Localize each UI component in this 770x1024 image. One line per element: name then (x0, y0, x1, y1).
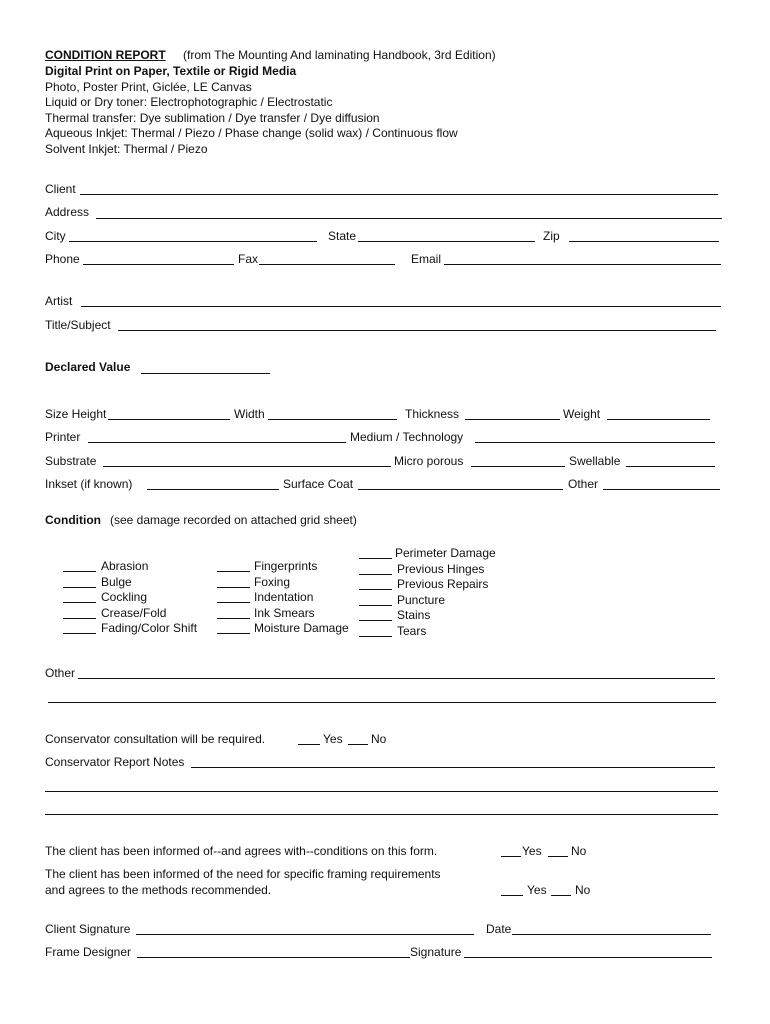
client-label: Client (45, 182, 76, 196)
substrate-field[interactable] (103, 466, 391, 467)
previous-hinges-check[interactable] (359, 574, 392, 575)
framing-statement-line-2: and agrees to the methods recommended. (45, 883, 272, 897)
framing-statement-line-1: The client has been informed of the need for specific framing requirements (45, 867, 441, 881)
fax-label: Fax (238, 252, 259, 266)
fax-field[interactable] (259, 264, 395, 265)
micro-porous-field[interactable] (471, 466, 565, 467)
width-label: Width (234, 407, 265, 421)
date-field[interactable] (512, 934, 711, 935)
condition-previous-repairs: Previous Repairs (397, 577, 489, 591)
framing-no-check[interactable] (551, 895, 571, 896)
informed-no-label: No (571, 844, 587, 858)
declared-value-label: Declared Value (45, 360, 131, 374)
report-subtitle: Digital Print on Paper, Textile or Rigid Media (45, 64, 297, 78)
condition-ink-smears: Ink Smears (254, 606, 315, 620)
date-label: Date (486, 922, 512, 936)
state-field[interactable] (358, 241, 535, 242)
report-notes-line-2[interactable] (45, 791, 718, 792)
perimeter-damage-check[interactable] (359, 558, 392, 559)
moisture-damage-check[interactable] (217, 633, 250, 634)
inkset-field[interactable] (147, 489, 279, 490)
state-label: State (328, 229, 357, 243)
thickness-field[interactable] (465, 419, 560, 420)
consultation-yes-label: Yes (323, 732, 343, 746)
consultation-no-check[interactable] (348, 744, 368, 745)
condition-fingerprints: Fingerprints (254, 559, 318, 573)
abrasion-check[interactable] (63, 571, 96, 572)
report-source: (from The Mounting And laminating Handbook, 3rd Edition) (183, 48, 496, 62)
size-height-label: Size Height (45, 407, 107, 421)
title-subject-field[interactable] (118, 330, 716, 331)
weight-label: Weight (563, 407, 601, 421)
signature-label: Signature (410, 945, 462, 959)
media-line-photo: Photo, Poster Print, Giclée, LE Canvas (45, 80, 252, 94)
indentation-check[interactable] (217, 602, 250, 603)
condition-indentation: Indentation (254, 590, 314, 604)
condition-crease-fold: Crease/Fold (101, 606, 167, 620)
specs-other-field[interactable] (603, 489, 720, 490)
ink-smears-check[interactable] (217, 618, 250, 619)
swellable-label: Swellable (569, 454, 621, 468)
title-subject-label: Title/Subject (45, 318, 111, 332)
client-signature-label: Client Signature (45, 922, 131, 936)
printer-field[interactable] (88, 442, 346, 443)
phone-label: Phone (45, 252, 80, 266)
crease-fold-check[interactable] (63, 618, 96, 619)
surface-coat-field[interactable] (358, 489, 563, 490)
condition-other-label: Other (45, 666, 76, 680)
foxing-check[interactable] (217, 587, 250, 588)
condition-heading: Condition (45, 513, 101, 527)
address-label: Address (45, 205, 90, 219)
size-height-field[interactable] (108, 419, 230, 420)
email-label: Email (411, 252, 442, 266)
phone-field[interactable] (83, 264, 234, 265)
condition-moisture-damage: Moisture Damage (254, 621, 349, 635)
zip-label: Zip (543, 229, 560, 243)
fingerprints-check[interactable] (217, 571, 250, 572)
condition-puncture: Puncture (397, 593, 446, 607)
puncture-check[interactable] (359, 605, 392, 606)
zip-field[interactable] (569, 241, 719, 242)
client-signature-field[interactable] (136, 934, 474, 935)
weight-field[interactable] (607, 419, 710, 420)
media-line-toner: Liquid or Dry toner: Electrophotographic / Electrostatic (45, 95, 333, 109)
condition-tears: Tears (397, 624, 427, 638)
tears-check[interactable] (359, 636, 392, 637)
informed-yes-label: Yes (522, 844, 542, 858)
informed-no-check[interactable] (548, 856, 568, 857)
thickness-label: Thickness (405, 407, 460, 421)
media-line-thermal: Thermal transfer: Dye sublimation / Dye transfer / Dye diffusion (45, 111, 380, 125)
width-field[interactable] (268, 419, 397, 420)
condition-bulge: Bulge (101, 575, 132, 589)
cockling-check[interactable] (63, 602, 96, 603)
micro-porous-label: Micro porous (394, 454, 464, 468)
consultation-question: Conservator consultation will be required. (45, 732, 266, 746)
framing-yes-check[interactable] (501, 895, 523, 896)
previous-repairs-check[interactable] (359, 589, 392, 590)
declared-value-field[interactable] (141, 373, 270, 374)
report-notes-line-3[interactable] (45, 814, 718, 815)
frame-designer-field[interactable] (137, 957, 410, 958)
city-field[interactable] (69, 241, 317, 242)
condition-abrasion: Abrasion (101, 559, 149, 573)
inkset-label: Inkset (if known) (45, 477, 133, 491)
bulge-check[interactable] (63, 587, 96, 588)
condition-other-field[interactable] (78, 678, 715, 679)
consultation-yes-check[interactable] (298, 744, 320, 745)
condition-note: (see damage recorded on attached grid sheet) (110, 513, 357, 527)
report-title: CONDITION REPORT (45, 48, 166, 62)
condition-previous-hinges: Previous Hinges (397, 562, 485, 576)
media-line-solvent: Solvent Inkjet: Thermal / Piezo (45, 142, 208, 156)
signature-field[interactable] (464, 957, 712, 958)
medium-label: Medium / Technology (350, 430, 464, 444)
artist-field[interactable] (81, 306, 721, 307)
frame-designer-label: Frame Designer (45, 945, 132, 959)
framing-yes-label: Yes (527, 883, 547, 897)
printer-label: Printer (45, 430, 81, 444)
condition-perimeter-damage: Perimeter Damage (395, 546, 496, 560)
substrate-label: Substrate (45, 454, 97, 468)
stains-check[interactable] (359, 620, 392, 621)
client-field[interactable] (80, 194, 718, 195)
address-field[interactable] (96, 218, 722, 219)
artist-label: Artist (45, 294, 73, 308)
city-label: City (45, 229, 66, 243)
email-field[interactable] (444, 264, 721, 265)
consultation-no-label: No (371, 732, 387, 746)
informed-statement: The client has been informed of--and agrees with--conditions on this form. (45, 844, 438, 858)
condition-stains: Stains (397, 608, 431, 622)
specs-other-label: Other (568, 477, 599, 491)
framing-no-label: No (575, 883, 591, 897)
fading-check[interactable] (63, 633, 96, 634)
surface-coat-label: Surface Coat (283, 477, 354, 491)
swellable-field[interactable] (626, 466, 715, 467)
condition-foxing: Foxing (254, 575, 291, 589)
medium-field[interactable] (475, 442, 715, 443)
condition-fading: Fading/Color Shift (101, 621, 198, 635)
informed-yes-check[interactable] (501, 856, 521, 857)
media-line-aqueous: Aqueous Inkjet: Thermal / Piezo / Phase change (solid wax) / Continuous flow (45, 126, 458, 140)
report-notes-label: Conservator Report Notes (45, 755, 185, 769)
condition-cockling: Cockling (101, 590, 148, 604)
condition-other-line-2[interactable] (48, 702, 716, 703)
report-notes-field[interactable] (191, 767, 715, 768)
